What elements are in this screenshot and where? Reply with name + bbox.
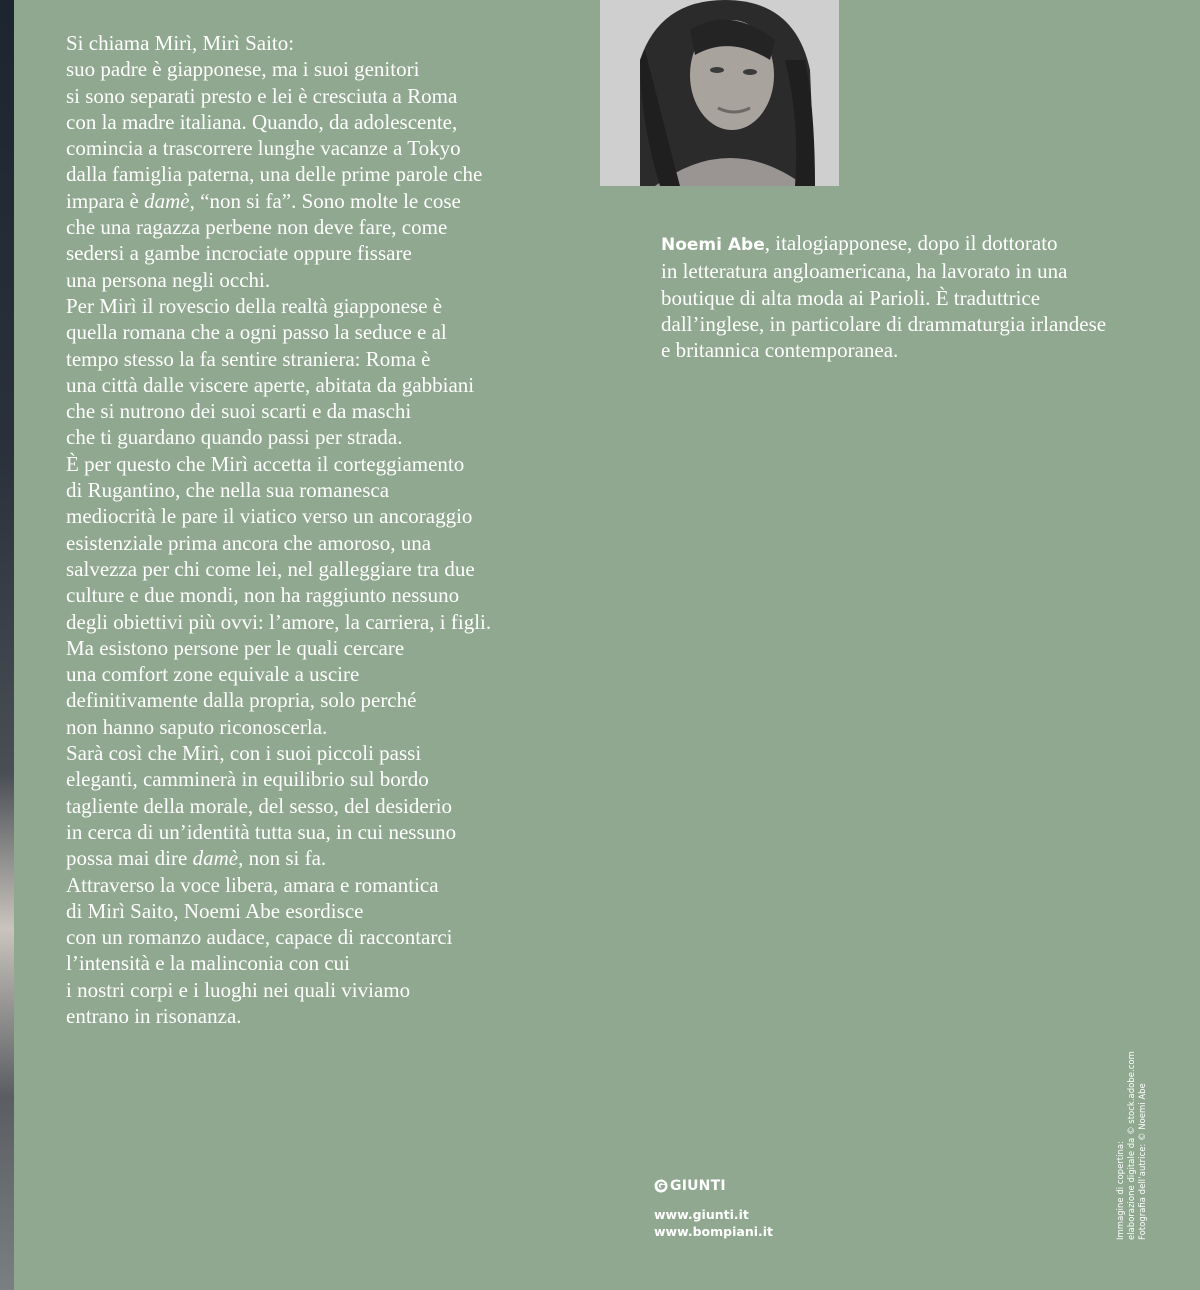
synopsis-line: dalla famiglia paterna, una delle prime parole che: [66, 162, 483, 187]
synopsis-line: una comfort zone equivale a uscire: [66, 662, 360, 687]
author-bio-line: in letteratura angloamericana, ha lavorato in una: [661, 259, 1068, 284]
synopsis-line: l’intensità e la malinconia con cui: [66, 951, 350, 976]
synopsis-line: tagliente della morale, del sesso, del desiderio: [66, 793, 453, 818]
synopsis-line: non hanno saputo riconoscerla.: [66, 714, 328, 739]
publisher-links: [654, 1206, 773, 1240]
credit-line: elaborazione digitale da © stock.adobe.com: [1127, 1051, 1137, 1240]
synopsis-italic-word: damè: [192, 846, 239, 871]
author-bio-line: dall’inglese, in particolare di drammaturgia irlandese: [661, 311, 1107, 336]
synopsis-fragment: possa mai dire: [66, 846, 193, 871]
synopsis-line: degli obiettivi più ovvi: l’amore, la carriera, i figli.: [66, 609, 492, 634]
synopsis-line: che ti guardano quando passi per strada.: [66, 425, 403, 450]
synopsis-line: sedersi a gambe incrociate oppure fissare: [66, 241, 412, 266]
synopsis-line: [66, 188, 586, 214]
synopsis-fragment: , “non si fa”. Sono molte le cose: [189, 188, 461, 213]
author-photo: [600, 0, 839, 186]
synopsis-line: salvezza per chi come lei, nel galleggiare tra due: [66, 556, 475, 581]
author-bio-line: [661, 230, 1161, 258]
synopsis-line: si sono separati presto e lei è cresciuta a Roma: [66, 83, 458, 108]
publisher-name: GIUNTI: [670, 1178, 726, 1194]
synopsis-line: suo padre è giapponese, ma i suoi genitori: [66, 57, 420, 82]
synopsis-line: Per Mirì il rovescio della realtà giapponese è: [66, 293, 443, 318]
giunti-g-logo-icon: [654, 1179, 668, 1193]
synopsis-line: che si nutrono dei suoi scarti e da maschi: [66, 399, 412, 424]
author-bio-line: boutique di alta moda ai Parioli. È traduttrice: [661, 285, 1041, 310]
synopsis-line: tempo stesso la fa sentire straniera: Roma è: [66, 346, 431, 371]
synopsis-line: Si chiama Mirì, Mirì Saito:: [66, 31, 295, 55]
author-bio-line: e britannica contemporanea.: [661, 338, 899, 363]
author-bio-fragment: , italogiapponese, dopo il dottorato: [764, 231, 1058, 255]
synopsis-line: una persona negli occhi.: [66, 267, 271, 292]
synopsis-line: definitivamente dalla propria, solo perché: [66, 688, 417, 713]
synopsis-line: i nostri corpi e i luoghi nei quali viviamo: [66, 977, 411, 1002]
synopsis-italic-word: damè: [144, 188, 190, 213]
synopsis-line: comincia a trascorrere lunghe vacanze a Tokyo: [66, 136, 461, 161]
author-name: Noemi Abe: [661, 235, 765, 255]
synopsis-fragment: , non si fa.: [238, 846, 327, 871]
synopsis-line: È per questo che Mirì accetta il corteggiamento: [66, 451, 465, 476]
synopsis-line: di Mirì Saito, Noemi Abe esordisce: [66, 898, 364, 923]
credit-line: Fotografia dell’autrice: © Noemi Abe: [1138, 1083, 1148, 1240]
synopsis-line: in cerca di un’identità tutta sua, in cui nessuno: [66, 819, 457, 844]
synopsis-line: esistenziale prima ancora che amoroso, una: [66, 530, 432, 555]
synopsis-line: quella romana che a ogni passo la seduce e al: [66, 320, 447, 345]
synopsis-text: [66, 30, 586, 1029]
synopsis-line: Ma esistono persone per le quali cercare: [66, 635, 405, 660]
publisher-logo: [654, 1178, 726, 1194]
author-bio: [661, 230, 1161, 363]
image-credits: [1116, 1050, 1149, 1240]
synopsis-line: entrano in risonanza.: [66, 1003, 242, 1028]
giunti-website-link[interactable]: www.giunti.it: [654, 1207, 749, 1222]
synopsis-line: [66, 845, 586, 871]
synopsis-line: Sarà così che Mirì, con i suoi piccoli passi: [66, 741, 422, 766]
synopsis-line: una città dalle viscere aperte, abitata da gabbiani: [66, 372, 475, 397]
synopsis-line: di Rugantino, che nella sua romanesca: [66, 478, 390, 503]
author-portrait-photo: [600, 0, 839, 186]
front-cover-edge-strip: [0, 0, 14, 1290]
synopsis-line: mediocrità le pare il viatico verso un ancoraggio: [66, 504, 473, 529]
synopsis-line: Attraverso la voce libera, amara e romantica: [66, 872, 439, 897]
synopsis-line: con un romanzo audace, capace di raccontarci: [66, 925, 453, 950]
synopsis-fragment: impara è: [66, 188, 145, 213]
synopsis-line: culture e due mondi, non ha raggiunto nessuno: [66, 583, 460, 608]
credit-line: Immagine di copertina:: [1116, 1141, 1126, 1240]
bompiani-website-link[interactable]: www.bompiani.it: [654, 1224, 774, 1239]
synopsis-line: che una ragazza perbene non deve fare, come: [66, 215, 448, 240]
synopsis-line: con la madre italiana. Quando, da adolescente,: [66, 109, 458, 134]
synopsis-line: eleganti, camminerà in equilibrio sul bordo: [66, 767, 429, 792]
